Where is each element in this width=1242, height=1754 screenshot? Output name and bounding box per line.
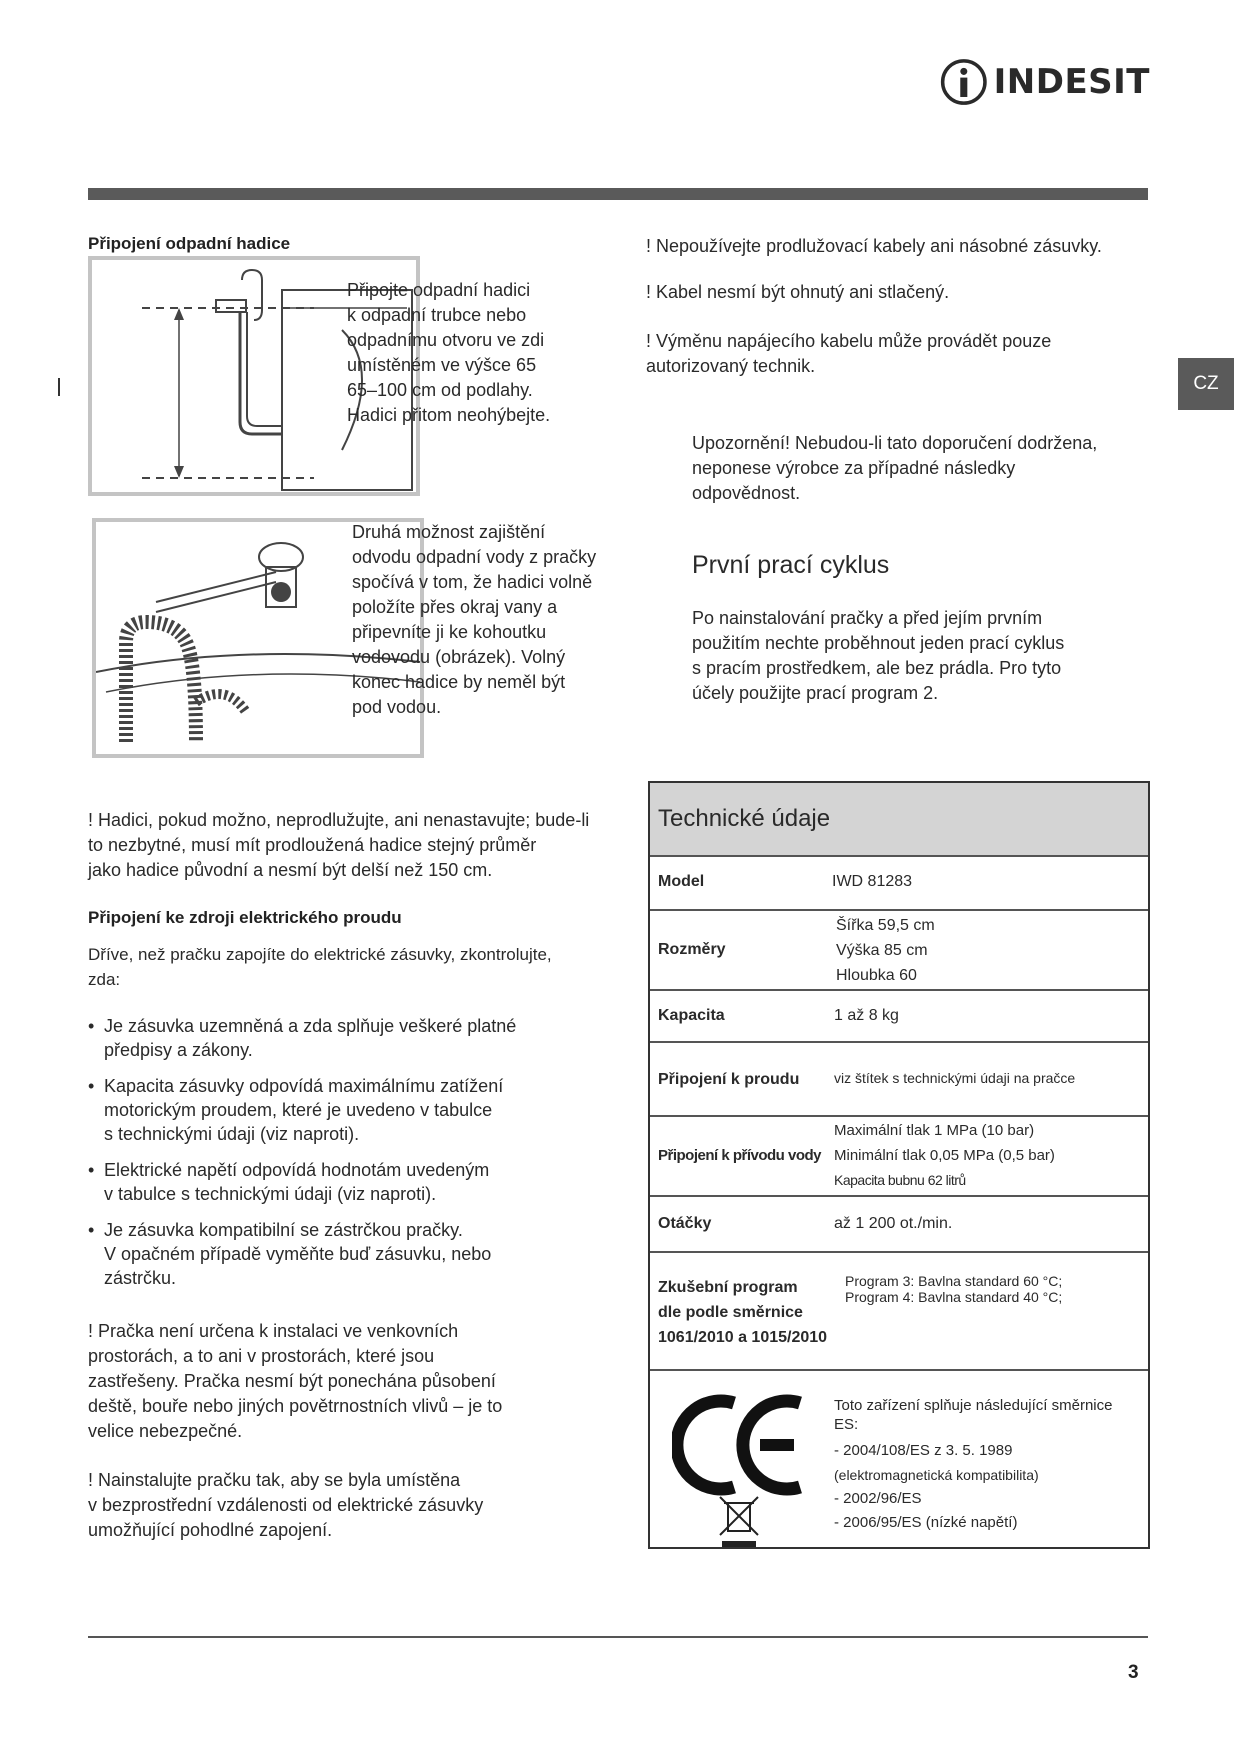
text-line: Připojte odpadní hadici — [347, 280, 531, 300]
text-line: s pracím prostředkem, ale bez prádla. Pro tyto — [692, 658, 1062, 678]
spec-key — [658, 1275, 827, 1350]
text-line: Je zásuvka kompatibilní se zástrčkou pračky. — [104, 1220, 463, 1240]
language-tab: CZ — [1178, 358, 1234, 410]
text-line: Druhá možnost zajištění — [352, 522, 546, 542]
text-line: ! Nainstalujte pračku tak, aby se byla umístěna — [88, 1470, 461, 1490]
table-row — [650, 991, 1148, 1043]
text-line: zástrčku. — [104, 1268, 177, 1288]
warning-cable-bent: ! Kabel nesmí být ohnutý ani stlačený. — [646, 282, 950, 302]
weee-bin-icon — [718, 1495, 760, 1549]
spec-table-header — [650, 783, 1148, 857]
text-line: 1061/2010 a 1015/2010 — [658, 1329, 828, 1346]
spec-value — [845, 1273, 1062, 1305]
spec-key: Model — [658, 873, 705, 890]
drain-hose-heading: Připojení odpadní hadice — [88, 234, 291, 253]
text-line: účely použijte prací program 2. — [692, 683, 939, 703]
power-checklist — [88, 1014, 628, 1290]
text-line: dle podle směrnice — [658, 1304, 803, 1321]
text-line: Kapacita zásuvky odpovídá maximálnímu zatížení — [104, 1076, 504, 1096]
text-line: deště, bouře nebo jiných povětrnostních vlivů – je to — [88, 1396, 503, 1416]
power-intro — [88, 942, 628, 992]
warning-cable-replace — [646, 329, 1166, 379]
text-line: vodovodu (obrázek). Volný — [352, 647, 566, 667]
text-line: konec hadice by neměl být — [352, 672, 566, 692]
text-line: spočívá v tom, že hadici volně — [352, 572, 593, 592]
table-row — [650, 1043, 1148, 1117]
list-item — [88, 1158, 628, 1206]
text-line: k odpadní trubce nebo — [347, 305, 527, 325]
spec-value: 1 až 8 kg — [834, 1007, 899, 1024]
bullet-icon: • — [88, 1076, 95, 1096]
spec-value: až 1 200 ot./min. — [834, 1215, 953, 1232]
text-line: 65–100 cm od podlahy. — [347, 380, 533, 400]
bullet-icon: • — [88, 1220, 95, 1240]
list-item — [88, 1014, 628, 1062]
text-line: neponese výrobce za případné následky — [692, 458, 1016, 478]
text-line: Šířka 59,5 cm — [836, 917, 935, 934]
text-line: položíte přes okraj vany a — [352, 597, 558, 617]
text-line: prostorách, a to ani v prostorách, které jsou — [88, 1346, 435, 1366]
text-line: odpovědnost. — [692, 483, 801, 503]
text-line: - 2002/96/ES — [834, 1490, 922, 1507]
list-item — [88, 1074, 628, 1146]
text-line: umožňující pohodlné zapojení. — [88, 1520, 333, 1540]
spec-key: Kapacita — [658, 1007, 725, 1024]
text-line: autorizovaný technik. — [646, 356, 816, 376]
first-cycle-title: První prací cyklus — [692, 551, 890, 579]
text-line: předpisy a zákony. — [104, 1040, 253, 1060]
spec-table — [648, 781, 1150, 1549]
list-item — [88, 1218, 628, 1290]
text-line: v bezprostřední vzdálenosti od elektrické zásuvky — [88, 1495, 484, 1515]
text-line: jako hadice původní a nesmí být delší než 150 cm. — [88, 860, 493, 880]
drain-hose-text-2 — [352, 520, 622, 720]
placement-note — [88, 1468, 628, 1543]
text-line: Program 4: Bavlna standard 40 °C; — [845, 1289, 1063, 1305]
directives-text — [834, 1395, 1144, 1534]
margin-mark — [58, 378, 60, 396]
text-line: ! Hadici, pokud možno, neprodlužujte, ani nenastavujte; bude-li — [88, 810, 590, 830]
text-line: velice nebezpečné. — [88, 1421, 243, 1441]
power-heading: Připojení ke zdroji elektrického proudu — [88, 908, 402, 927]
text-line: Hadici přitom neohýbejte. — [347, 405, 551, 425]
text-line: - 2006/95/ES (nízké napětí) — [834, 1514, 1018, 1531]
spec-key: Otáčky — [658, 1215, 712, 1232]
text-line: ! Pračka není určena k instalaci ve venkovních — [88, 1321, 459, 1341]
hose-extension-note — [88, 808, 628, 883]
brand-name: INDESIT — [993, 62, 1150, 102]
text-line: (elektromagnetická kompatibilita) — [834, 1467, 1039, 1483]
text-line: odvodu odpadní vody z pračky — [352, 547, 597, 567]
text-line: - 2004/108/ES z 3. 5. 1989 — [834, 1442, 1013, 1459]
text-line: V opačném případě vyměňte buď zásuvku, nebo — [104, 1244, 492, 1264]
indesit-logo-icon — [940, 55, 988, 109]
table-row — [650, 911, 1148, 991]
text-line: Maximální tlak 1 MPa (10 bar) — [834, 1122, 1035, 1139]
bullet-icon: • — [88, 1160, 95, 1180]
spec-value — [834, 1118, 1055, 1193]
text-line: Kapacita bubnu 62 litrů — [834, 1172, 966, 1188]
text-line: Dříve, než pračku zapojíte do elektrické zásuvky, zkontrolujte, — [88, 945, 552, 964]
text-line: motorickým proudem, které je uvedeno v tabulce — [104, 1100, 493, 1120]
spec-value: viz štítek s technickými údaji na pračce — [834, 1070, 1076, 1086]
outdoor-note — [88, 1319, 628, 1444]
header-divider — [88, 188, 1148, 200]
text-line: zastřešeny. Pračka nesmí být ponechána působení — [88, 1371, 496, 1391]
drain-hose-text-1 — [347, 278, 597, 428]
warning-extension-cables: ! Nepoužívejte prodlužovací kabely ani násobné zásuvky. — [646, 236, 1102, 256]
text-line: odpadnímu otvoru ve zdi — [347, 330, 545, 350]
text-line: Je zásuvka uzemněná a zda splňuje veškeré platné — [104, 1016, 517, 1036]
text-line: s technickými údaji (viz naproti). — [104, 1124, 360, 1144]
text-line: v tabulce s technickými údaji (viz naproti). — [104, 1184, 437, 1204]
text-line: Po nainstalování pračky a před jejím prvním — [692, 608, 1043, 628]
text-line: Upozornění! Nebudou-li tato doporučení dodržena, — [692, 433, 1098, 453]
text-line: Elektrické napětí odpovídá hodnotám uvedeným — [104, 1160, 490, 1180]
brand-logo — [940, 54, 1150, 110]
page-number: 3 — [1128, 1662, 1139, 1683]
spec-key: Připojení k přívodu vody — [658, 1147, 822, 1164]
text-line: to nezbytné, musí mít prodloužená hadice stejný průměr — [88, 835, 537, 855]
text-line: připevníte ji ke kohoutku — [352, 622, 547, 642]
first-cycle-text — [692, 606, 1162, 706]
text-line: ES: — [834, 1416, 859, 1433]
text-line: Program 3: Bavlna standard 60 °C; — [845, 1273, 1063, 1289]
text-line: zda: — [88, 970, 121, 989]
text-line: umístěném ve výšce 65 — [347, 355, 537, 375]
table-row — [650, 1253, 1148, 1371]
spec-value: IWD 81283 — [832, 873, 913, 890]
footer-divider — [88, 1636, 1148, 1638]
spec-value — [836, 913, 935, 988]
bullet-icon: • — [88, 1016, 95, 1036]
table-row — [650, 1197, 1148, 1253]
table-row — [650, 855, 1148, 911]
manufacturer-notice — [692, 431, 1162, 506]
text-line: použitím nechte proběhnout jeden prací cyklus — [692, 633, 1065, 653]
table-row — [650, 1117, 1148, 1197]
text-line: Výška 85 cm — [836, 942, 928, 959]
text-line: Hloubka 60 — [836, 967, 917, 984]
text-line: Toto zařízení splňuje následující směrnice — [834, 1397, 1113, 1414]
spec-key: Rozměry — [658, 941, 726, 958]
text-line: ! Výměnu napájecího kabelu může provádět pouze — [646, 331, 1052, 351]
text-line: pod vodou. — [352, 697, 442, 717]
spec-key: Připojení k proudu — [658, 1071, 800, 1088]
text-line: Minimální tlak 0,05 MPa (0,5 bar) — [834, 1147, 1055, 1164]
text-line: Zkušební program — [658, 1279, 798, 1296]
spec-table-title: Technické údaje — [658, 805, 831, 832]
